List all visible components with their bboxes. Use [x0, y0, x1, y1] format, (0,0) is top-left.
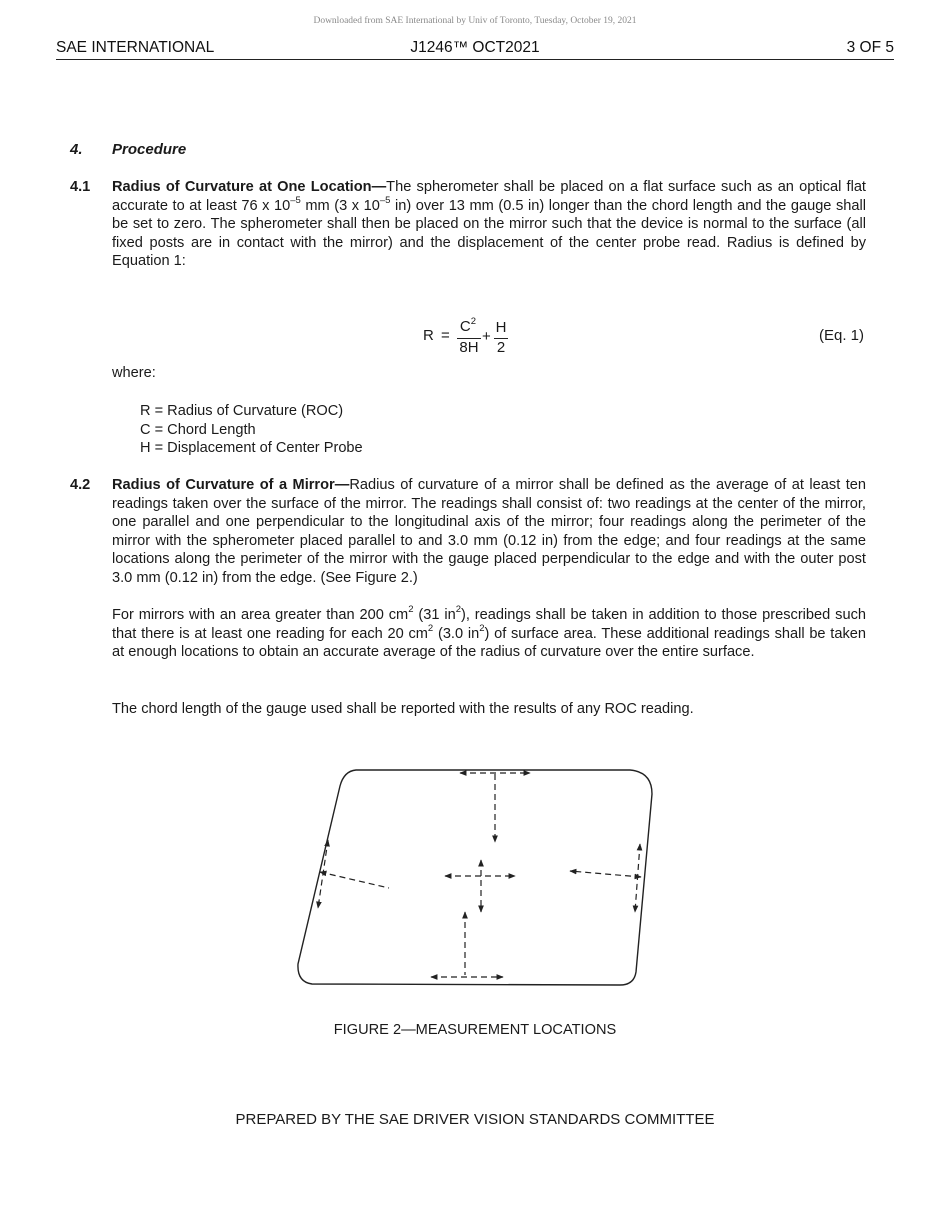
equation-equals: = — [441, 327, 450, 344]
figure-caption: FIGURE 2—MEASUREMENT LOCATIONS — [333, 1022, 617, 1038]
equation-plus: + — [482, 328, 491, 345]
section-4-1-text-a: The spherometer shall be placed on a flat surface such as an optical flat accurate to at least 76 x 10 — [112, 179, 866, 214]
area-text-e: ) of surface area. These additional readings shall be taken at enough locations to obtain an accurate average of the radius of curvature over the entire surface. — [112, 625, 866, 661]
equation-lhs: R — [423, 327, 434, 344]
fraction-2-denominator: 2 — [496, 339, 506, 356]
numerator-c: C — [459, 318, 471, 335]
figure-2-measurement-diagram — [290, 762, 660, 994]
exponent: 2 — [470, 316, 477, 327]
definition-list — [140, 402, 363, 458]
header-organization: SAE INTERNATIONAL — [56, 39, 215, 56]
section-4-number: 4. — [70, 141, 83, 158]
exponent: 2 — [408, 604, 414, 616]
section-4-2-number: 4.2 — [70, 477, 91, 493]
committee-footer: PREPARED BY THE SAE DRIVER VISION STANDARDS COMMITTEE — [235, 1111, 715, 1128]
fraction-1-numerator — [456, 318, 480, 337]
exponent: 2 — [479, 622, 485, 634]
section-4-1-text-b: mm (3 x 10 — [300, 197, 380, 214]
mirror-outline — [298, 770, 652, 985]
section-4-title: Procedure — [112, 141, 187, 158]
section-4-1-text-c: in) over 13 mm (0.5 in) longer than the chord length and the gauge shall be set to zero. The spherometer shall then be placed on the mirror such that the device is normal to the surface (all fixed posts are in contact with the mirror) and the displacement of the center probe read. Radius is defined by Equation 1: — [112, 197, 866, 270]
definition-item: H = Displacement of Center Probe — [140, 440, 363, 457]
header-rule — [56, 59, 894, 60]
area-text-d: (3.0 in — [433, 625, 480, 642]
section-4-1-title: Radius of Curvature at One Location— — [112, 179, 387, 195]
equation-label: (Eq. 1) — [819, 327, 865, 344]
area-text-b: (31 in — [413, 607, 456, 623]
section-4-1-number: 4.1 — [70, 179, 91, 195]
definition-item: R = Radius of Curvature (ROC) — [140, 403, 344, 419]
section-4-1-paragraph — [112, 178, 866, 271]
header-page-number: 3 OF 5 — [846, 39, 894, 56]
area-paragraph — [112, 606, 866, 662]
definition-item: C = Chord Length — [140, 421, 256, 438]
chord-length-paragraph: The chord length of the gauge used shall be reported with the results of any ROC reading. — [112, 701, 694, 717]
exponent: 2 — [455, 604, 461, 616]
right-edge-perpendicular-arrow — [570, 871, 641, 877]
fraction-2-numerator: H — [495, 319, 507, 336]
section-4-2-title: Radius of Curvature of a Mirror— — [112, 477, 350, 493]
right-edge-parallel-arrow — [635, 844, 640, 912]
section-4-2-text: Radius of curvature of a mirror shall be defined as the average of at least ten readings taken over the surface of the mirror. The readings shall consist of: two readings at the center of the mirror, one parallel and one perpendicular to the longitudinal axis of the mirror; four readings along the perimeter of the mirror with the spherometer placed parallel to and 3.0 mm (0.12 in) from the edge; and four readings at the same locations along the perimeter of the mirror with the gauge placed perpendicular to the edge and with the outer post 3.0 mm (0.12 in) from the edge. (See Figure 2.) — [112, 477, 867, 586]
exponent: –5 — [290, 194, 301, 206]
where-label: where: — [112, 365, 156, 381]
equation-1 — [420, 314, 530, 360]
left-edge-perpendicular-arrow — [320, 872, 389, 888]
header-document-id: J1246™ OCT2021 — [410, 39, 540, 56]
area-text-c: ), readings shall be taken in addition to those prescribed such that there is at least one reading for each 20 cm — [112, 607, 866, 642]
exponent: –5 — [379, 194, 391, 206]
fraction-1-denominator: 8H — [459, 339, 479, 356]
section-4-2-paragraph — [112, 476, 866, 588]
exponent: 2 — [427, 622, 434, 634]
area-text-a: For mirrors with an area greater than 200 cm — [112, 607, 409, 623]
download-watermark: Downloaded from SAE International by Univ of Toronto, Tuesday, October 19, 2021 — [313, 16, 637, 26]
